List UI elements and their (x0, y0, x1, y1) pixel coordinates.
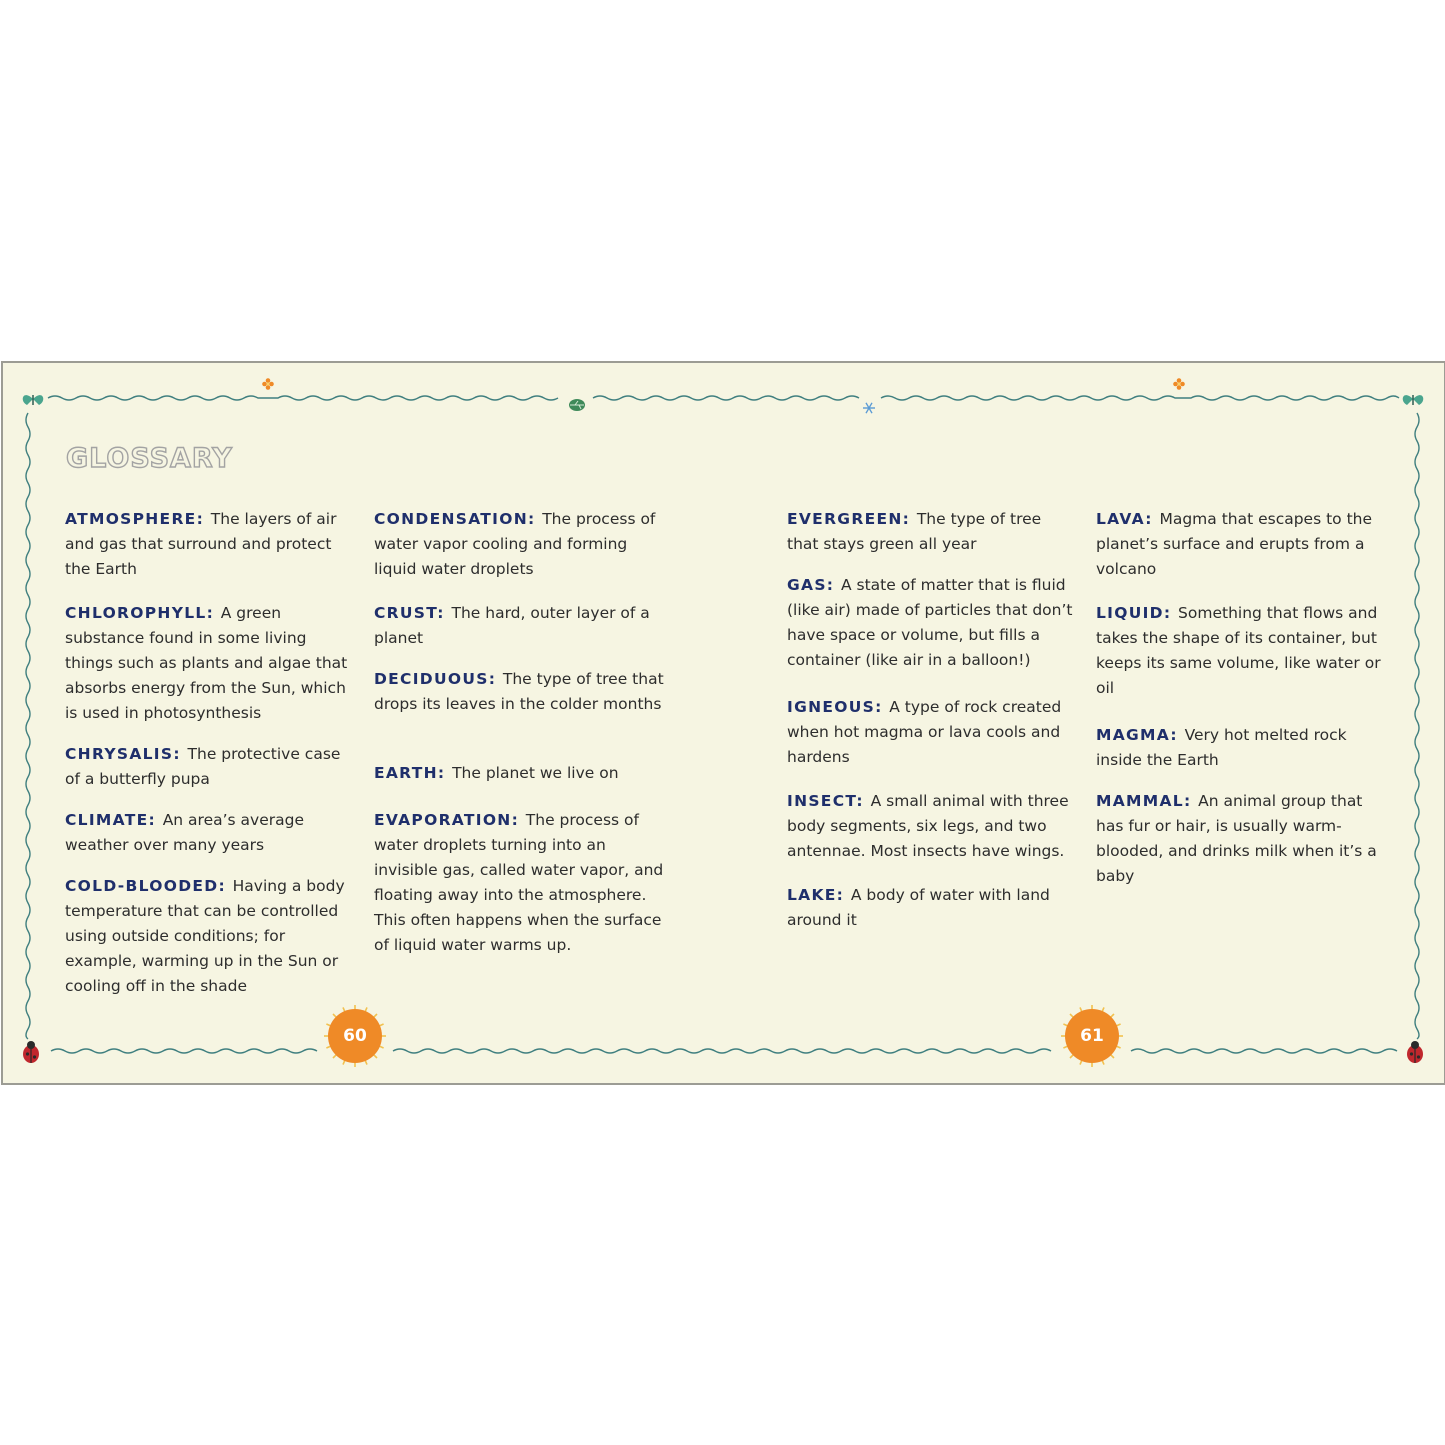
glossary-definition: The planet we live on (452, 764, 619, 782)
snowflake-icon (863, 403, 875, 413)
glossary-definition: The hard, outer layer of a planet (374, 604, 650, 647)
glossary-definition: A body of water with land around it (787, 886, 1050, 929)
glossary-definition: A small animal with three body segments, six legs, and two antennae. Most insects have wings. (787, 792, 1069, 860)
glossary-entry: EVAPORATION: The process of water droplets turning into an invisible gas, called water vapor, and floating away into the atmosphere. This often happens when the surface of liquid water warms up. (374, 811, 664, 954)
glossary-entry: IGNEOUS: A type of rock created when hot magma or lava cools and hardens (787, 698, 1062, 766)
glossary-term: CHRYSALIS (65, 745, 174, 763)
glossary-entry: LIQUID: Something that flows and takes the shape of its container, but keeps its same volume, like water or oil (1096, 604, 1381, 697)
glossary-definition: The type of tree that drops its leaves in the colder months (374, 670, 664, 713)
border-bottom-1 (51, 1049, 317, 1053)
glossary-term: LAKE (787, 886, 837, 904)
border-bottom-2 (393, 1049, 1051, 1053)
glossary-entry: LAVA: Magma that escapes to the planet’s surface and erupts from a volcano (1096, 510, 1373, 578)
glossary-definition: A green substance found in some living things such as plants and algae that absorbs energy from the Sun, which is used in photosynthesis (65, 604, 348, 722)
glossary-entry: EVERGREEN: The type of tree that stays green all year (787, 510, 1042, 553)
glossary-term: IGNEOUS (787, 698, 876, 716)
page-number-right: 61 (1065, 1009, 1119, 1063)
glossary-definition: Very hot melted rock inside the Earth (1096, 726, 1347, 769)
glossary-entry: CRUST: The hard, outer layer of a planet (374, 604, 650, 647)
glossary-term: GAS (787, 576, 827, 594)
glossary-definition: Something that flows and takes the shape of its container, but keeps its same volume, like water or oil (1096, 604, 1381, 697)
glossary-definition: An area’s average weather over many years (65, 811, 305, 854)
glossary-term: EVAPORATION (374, 811, 512, 829)
border-top-middle (593, 396, 859, 400)
glossary-definition: A state of matter that is fluid (like air) made of particles that don’t have space or volume, but fills a container (like air in a balloon!) (787, 576, 1073, 669)
glossary-term: CONDENSATION (374, 510, 528, 528)
border-right (1415, 413, 1419, 1039)
glossary-entry: ATMOSPHERE: The layers of air and gas that surround and protect the Earth (65, 510, 337, 578)
leaf-icon (569, 399, 585, 411)
glossary-entry: COLD-BLOODED: Having a body temperature that can be controlled using outside conditions; for example, warming up in the Sun or cooling off in the shade (65, 877, 345, 995)
glossary-definition: Magma that escapes to the planet’s surface and erupts from a volcano (1096, 510, 1373, 578)
glossary-entry: MAGMA: Very hot melted rock inside the Earth (1096, 726, 1347, 769)
glossary-term: MAGMA (1096, 726, 1171, 744)
glossary-entry: MAMMAL: An animal group that has fur or hair, is usually warm-blooded, and drinks milk when it’s a baby (1096, 792, 1377, 885)
glossary-entry: EARTH: The planet we live on (374, 764, 619, 782)
glossary-term: MAMMAL (1096, 792, 1184, 810)
glossary-entry: CLIMATE: An area’s average weather over many years (65, 811, 305, 854)
glossary-entry: CHRYSALIS: The protective case of a butterfly pupa (65, 745, 341, 788)
glossary-entry: LAKE: A body of water with land around it (787, 886, 1050, 929)
glossary-entry: GAS: A state of matter that is fluid (like air) made of particles that don’t have space or volume, but fills a container (like air in a balloon!) (787, 576, 1073, 669)
glossary-term: LAVA (1096, 510, 1146, 528)
glossary-term: CLIMATE (65, 811, 149, 829)
page-number-left: 60 (328, 1009, 382, 1063)
ladybug-icon (23, 1041, 39, 1063)
page-title: GLOSSARY (66, 443, 233, 474)
glossary-term: CRUST (374, 604, 438, 622)
butterfly-icon (1403, 395, 1424, 405)
glossary-term: CHLOROPHYLL (65, 604, 207, 622)
flower-icon (262, 378, 274, 390)
border-top-left (48, 396, 558, 400)
border-left (26, 413, 30, 1039)
glossary-term: COLD-BLOODED (65, 877, 219, 895)
glossary-term: EVERGREEN (787, 510, 903, 528)
glossary-term: ATMOSPHERE (65, 510, 197, 528)
border-bottom-3 (1131, 1049, 1397, 1053)
glossary-entry: INSECT: A small animal with three body segments, six legs, and two antennae. Most insects have wings. (787, 792, 1069, 860)
glossary-entry: CONDENSATION: The process of water vapor cooling and forming liquid water droplets (374, 510, 656, 578)
ladybug-icon (1407, 1041, 1423, 1063)
glossary-term: EARTH (374, 764, 438, 782)
border-top-right (881, 396, 1399, 400)
glossary-definition: The protective case of a butterfly pupa (65, 745, 341, 788)
glossary-definition: The type of tree that stays green all year (787, 510, 1042, 553)
butterfly-icon (23, 395, 44, 405)
glossary-entry: CHLOROPHYLL: A green substance found in some living things such as plants and algae that absorbs energy from the Sun, which is used in photosynthesis (65, 604, 348, 722)
glossary-definition: A type of rock created when hot magma or lava cools and hardens (787, 698, 1062, 766)
glossary-definition: An animal group that has fur or hair, is usually warm-blooded, and drinks milk when it’s a baby (1096, 792, 1377, 885)
glossary-term: DECIDUOUS (374, 670, 489, 688)
glossary-definition: The process of water droplets turning into an invisible gas, called water vapor, and floating away into the atmosphere. This often happens when the surface of liquid water warms up. (374, 811, 664, 954)
book-spread (1, 361, 1445, 1085)
glossary-definition: The layers of air and gas that surround and protect the Earth (65, 510, 337, 578)
flower-icon (1173, 378, 1185, 390)
glossary-entry: DECIDUOUS: The type of tree that drops its leaves in the colder months (374, 670, 664, 713)
glossary-definition: Having a body temperature that can be controlled using outside conditions; for example, warming up in the Sun or cooling off in the shade (65, 877, 345, 995)
glossary-term: LIQUID (1096, 604, 1164, 622)
glossary-term: INSECT (787, 792, 857, 810)
glossary-definition: The process of water vapor cooling and forming liquid water droplets (374, 510, 656, 578)
